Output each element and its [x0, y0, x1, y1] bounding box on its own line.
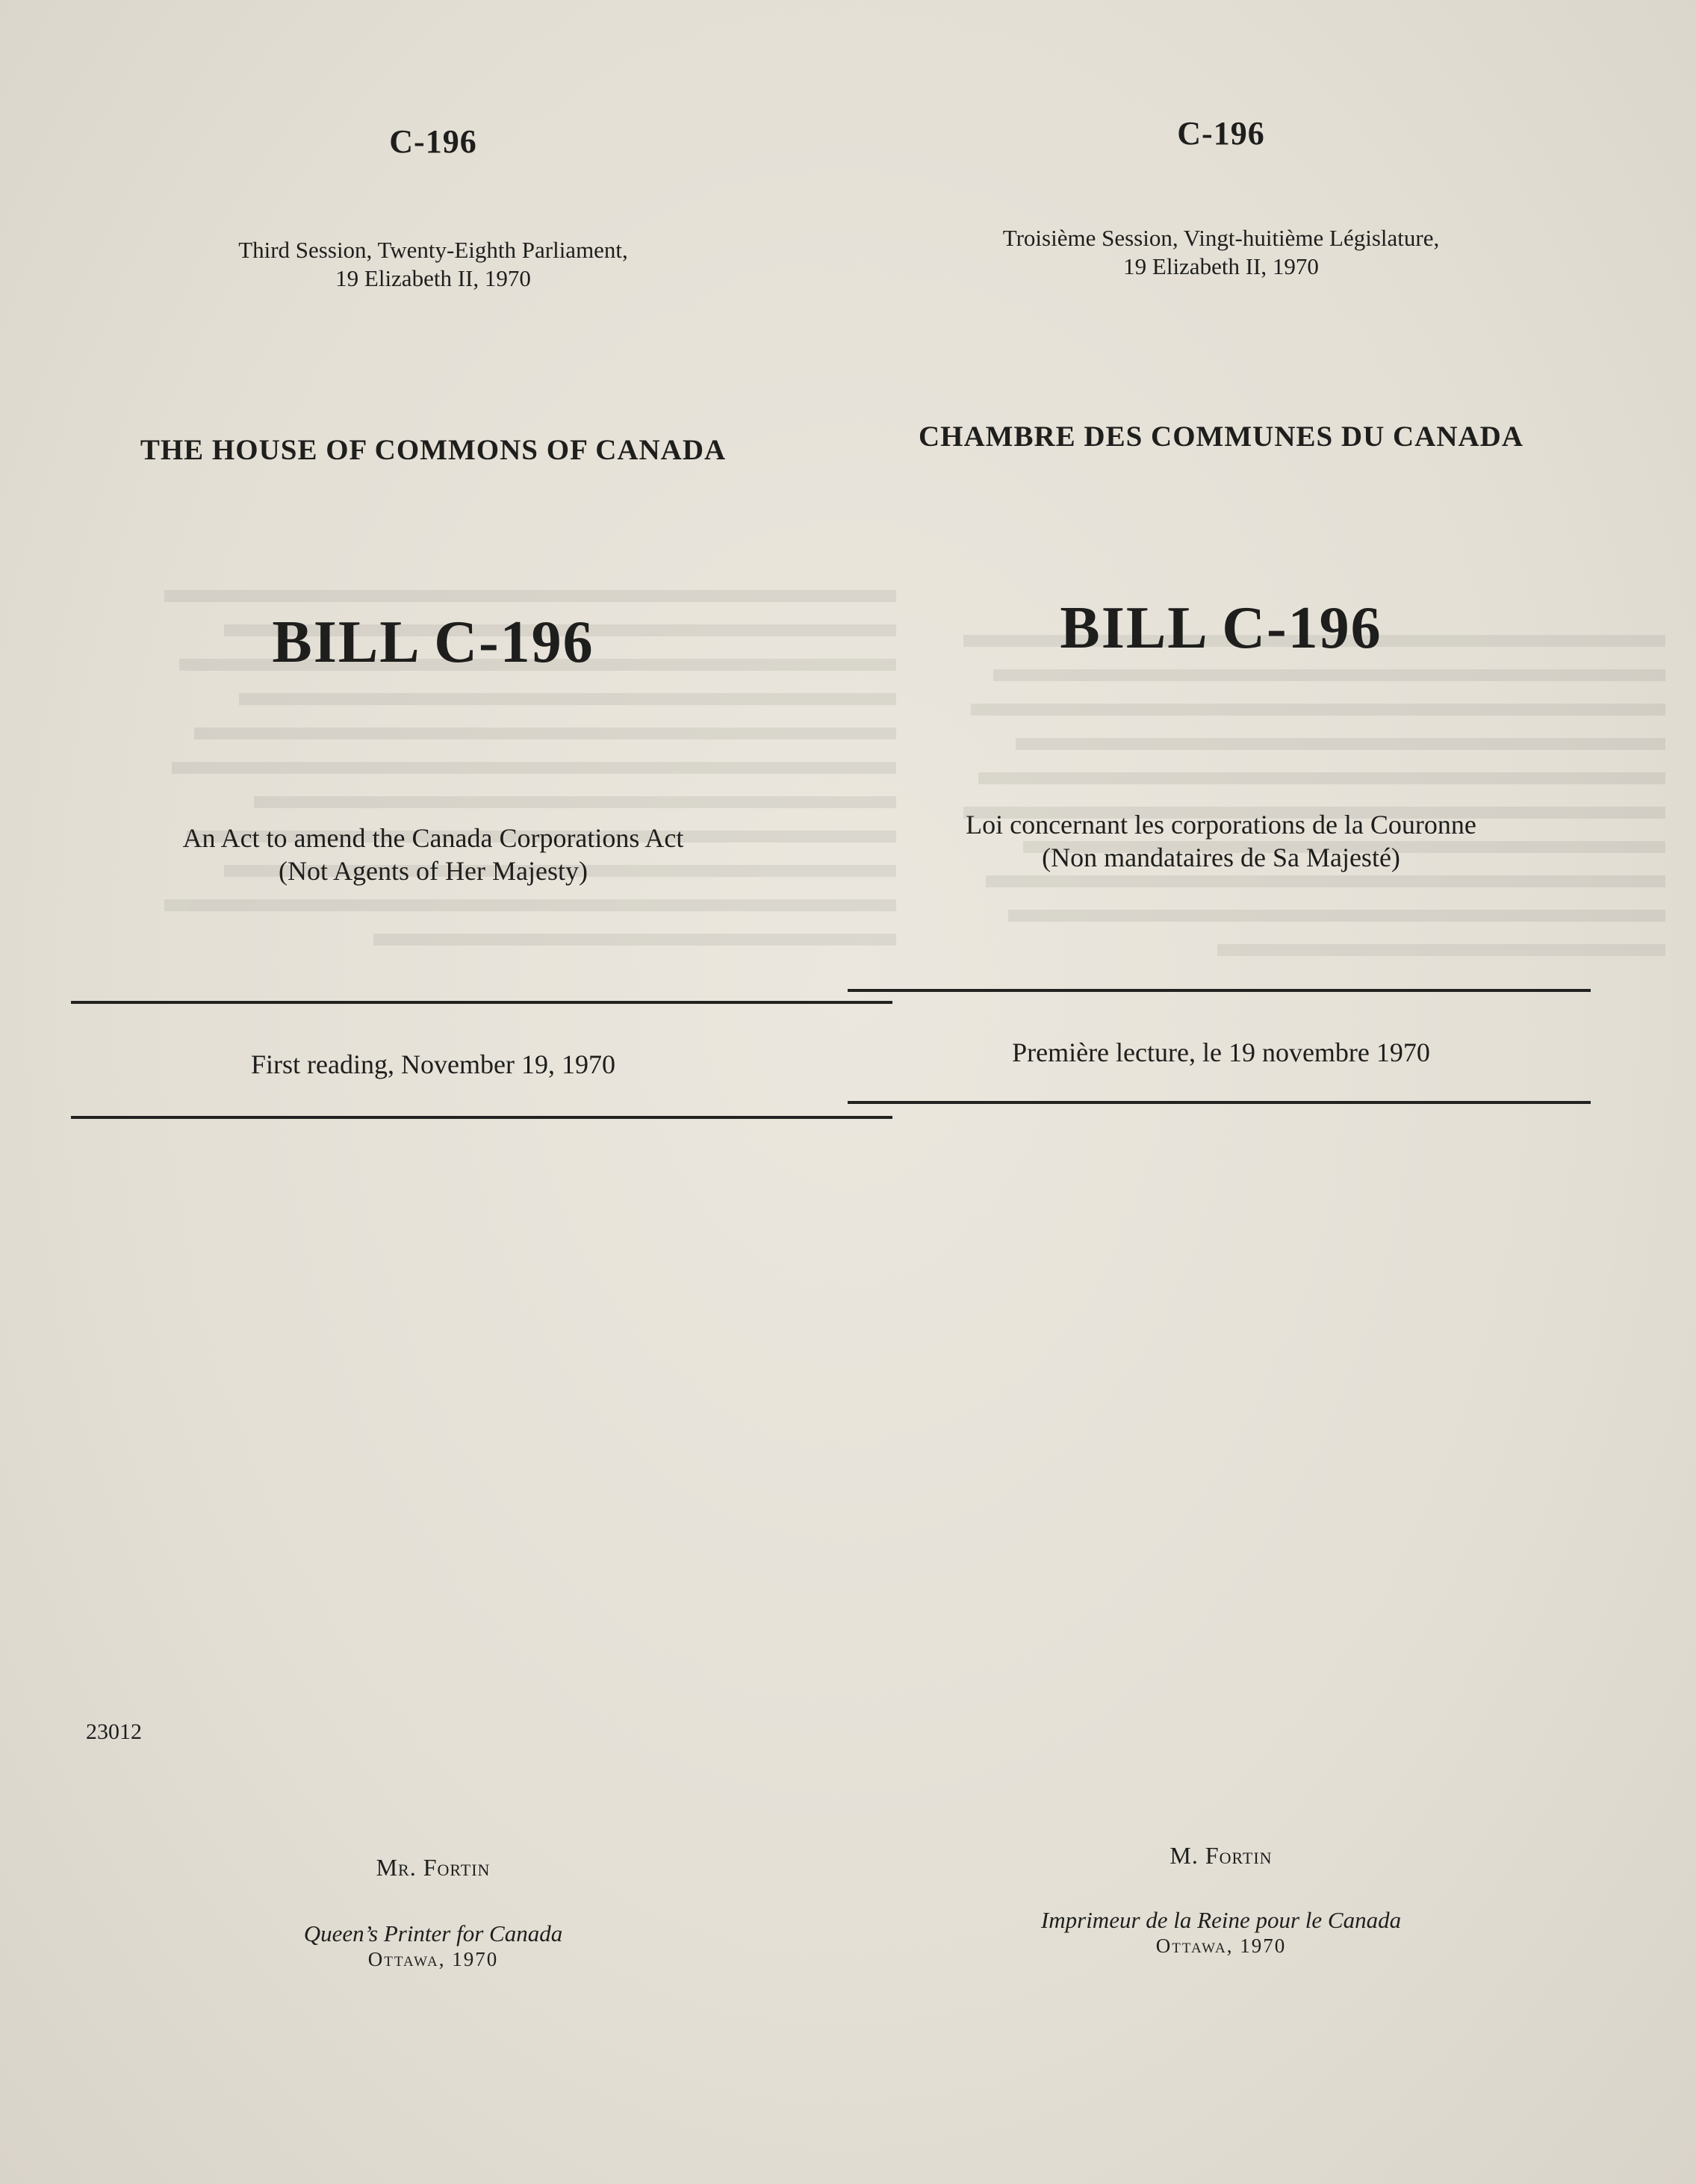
rule-bottom: [848, 1101, 1591, 1104]
rule-top: [848, 989, 1591, 992]
rule-bottom: [71, 1116, 892, 1119]
session-line-2: 19 Elizabeth II, 1970: [335, 265, 531, 291]
session-line-1: Troisième Session, Vingt-huitième Législature,: [1002, 225, 1440, 251]
bill-number: C-196: [389, 123, 477, 160]
act-title: [848, 808, 1594, 874]
printer-city: Ottawa, 1970: [1155, 1935, 1287, 1957]
house-name: CHAMBRE DES COMMUNES DU CANADA: [919, 421, 1523, 453]
print-code: 23012: [86, 1719, 142, 1744]
rule-top: [71, 1001, 892, 1004]
session-line-2: 19 Elizabeth II, 1970: [1123, 253, 1319, 279]
sponsor-prefix: Mr.: [376, 1854, 417, 1881]
printer: Imprimeur de la Reine pour le Canada: [1040, 1907, 1402, 1933]
printer: Queen’s Printer for Canada: [303, 1920, 563, 1946]
printer-city: Ottawa, 1970: [367, 1948, 499, 1970]
act-title-line-1: Loi concernant les corporations de la Couronne: [966, 810, 1476, 840]
session-info: [848, 224, 1594, 281]
bill-number: C-196: [1177, 115, 1265, 152]
sponsor-prefix: M.: [1170, 1842, 1199, 1869]
french-column: [848, 0, 1695, 2184]
bill-title: BILL C-196: [272, 609, 594, 675]
sponsor: [848, 1842, 1594, 1870]
session-line-1: Third Session, Twenty-Eighth Parliament,: [238, 237, 628, 263]
first-reading: First reading, November 19, 1970: [251, 1049, 615, 1079]
session-info: [0, 236, 866, 293]
first-reading: Première lecture, le 19 novembre 1970: [1012, 1037, 1430, 1067]
house-name: THE HOUSE OF COMMONS OF CANADA: [140, 434, 727, 466]
act-title: [0, 822, 866, 887]
act-title-line-2: (Non mandataires de Sa Majesté): [1042, 843, 1400, 872]
bill-title: BILL C-196: [1060, 595, 1382, 661]
sponsor-name: Fortin: [423, 1854, 491, 1881]
act-title-line-1: An Act to amend the Canada Corporations Act: [182, 823, 684, 853]
act-title-line-2: (Not Agents of Her Majesty): [279, 856, 588, 886]
sponsor: [0, 1854, 866, 1881]
sponsor-name: Fortin: [1205, 1842, 1273, 1869]
